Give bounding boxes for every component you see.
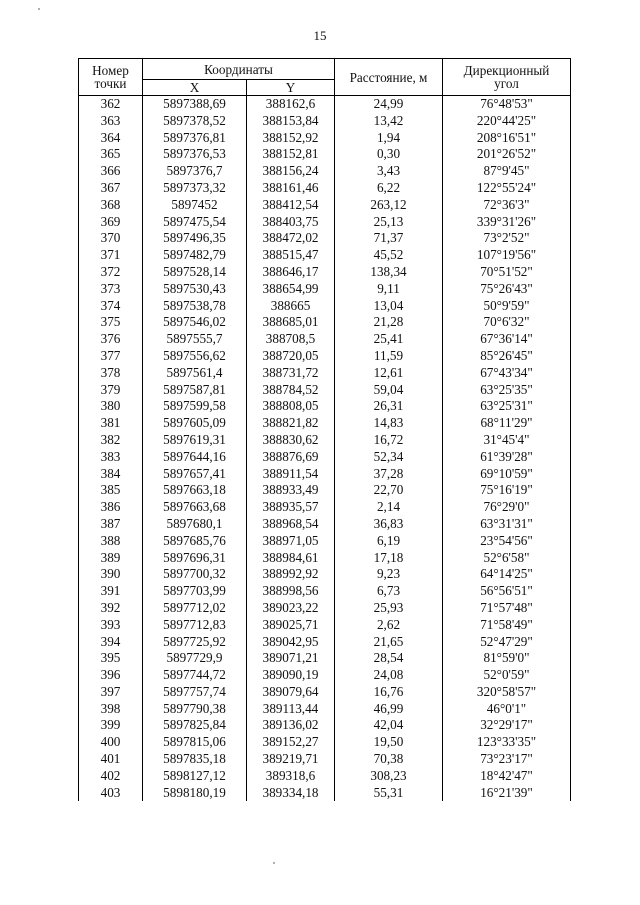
cell-direction-angle: 31°45'4" <box>443 432 571 449</box>
cell-point-number: 370 <box>79 230 143 247</box>
cell-direction-angle: 52°47'29" <box>443 634 571 651</box>
cell-y: 388971,05 <box>247 533 335 550</box>
cell-y: 388152,92 <box>247 130 335 147</box>
cell-distance: 13,42 <box>335 113 443 130</box>
cell-point-number: 401 <box>79 751 143 768</box>
header-direction-angle <box>443 59 571 96</box>
cell-direction-angle: 71°58'49" <box>443 617 571 634</box>
table-row <box>79 482 571 499</box>
cell-distance: 263,12 <box>335 197 443 214</box>
cell-point-number: 381 <box>79 415 143 432</box>
table-row <box>79 785 571 802</box>
cell-x: 5897528,14 <box>143 264 247 281</box>
cell-distance: 42,04 <box>335 717 443 734</box>
cell-y: 388665 <box>247 298 335 315</box>
cell-point-number: 392 <box>79 600 143 617</box>
cell-distance: 25,93 <box>335 600 443 617</box>
table-row <box>79 667 571 684</box>
cell-point-number: 399 <box>79 717 143 734</box>
cell-distance: 2,14 <box>335 499 443 516</box>
cell-x: 5897644,16 <box>143 449 247 466</box>
cell-x: 5897561,4 <box>143 365 247 382</box>
cell-direction-angle: 68°11'29" <box>443 415 571 432</box>
cell-y: 388708,5 <box>247 331 335 348</box>
cell-direction-angle: 123°33'35" <box>443 734 571 751</box>
cell-distance: 37,28 <box>335 466 443 483</box>
table-row <box>79 634 571 651</box>
table-row <box>79 684 571 701</box>
cell-point-number: 371 <box>79 247 143 264</box>
cell-distance: 138,34 <box>335 264 443 281</box>
cell-direction-angle: 320°58'57" <box>443 684 571 701</box>
cell-y: 388412,54 <box>247 197 335 214</box>
cell-y: 389023,22 <box>247 600 335 617</box>
cell-direction-angle: 67°43'34" <box>443 365 571 382</box>
header-x: X <box>143 80 247 96</box>
cell-x: 5897790,38 <box>143 701 247 718</box>
cell-x: 5897605,09 <box>143 415 247 432</box>
header-direction-line2: угол <box>494 76 519 91</box>
header-distance: Расстояние, м <box>335 59 443 96</box>
cell-point-number: 367 <box>79 180 143 197</box>
cell-x: 5897744,72 <box>143 667 247 684</box>
table-row <box>79 701 571 718</box>
cell-distance: 12,61 <box>335 365 443 382</box>
cell-point-number: 395 <box>79 650 143 667</box>
cell-x: 5897680,1 <box>143 516 247 533</box>
cell-direction-angle: 76°29'0" <box>443 499 571 516</box>
table-row <box>79 398 571 415</box>
header-row-top <box>79 59 571 80</box>
cell-point-number: 376 <box>79 331 143 348</box>
cell-distance: 6,22 <box>335 180 443 197</box>
cell-distance: 13,04 <box>335 298 443 315</box>
table-row <box>79 533 571 550</box>
table-row <box>79 247 571 264</box>
cell-point-number: 393 <box>79 617 143 634</box>
cell-x: 5897587,81 <box>143 382 247 399</box>
cell-x: 5897619,31 <box>143 432 247 449</box>
cell-x: 5897700,32 <box>143 566 247 583</box>
cell-y: 388992,92 <box>247 566 335 583</box>
cell-distance: 36,83 <box>335 516 443 533</box>
cell-y: 388156,24 <box>247 163 335 180</box>
cell-direction-angle: 52°6'58" <box>443 550 571 567</box>
cell-distance: 45,52 <box>335 247 443 264</box>
cell-direction-angle: 220°44'25" <box>443 113 571 130</box>
cell-x: 5897663,68 <box>143 499 247 516</box>
cell-y: 388933,49 <box>247 482 335 499</box>
cell-x: 5897757,74 <box>143 684 247 701</box>
cell-direction-angle: 208°16'51" <box>443 130 571 147</box>
cell-point-number: 396 <box>79 667 143 684</box>
cell-point-number: 377 <box>79 348 143 365</box>
table-row <box>79 751 571 768</box>
header-point-number-line1: Номер <box>92 63 129 78</box>
cell-y: 388731,72 <box>247 365 335 382</box>
cell-distance: 52,34 <box>335 449 443 466</box>
cell-x: 5897696,31 <box>143 550 247 567</box>
cell-y: 388830,62 <box>247 432 335 449</box>
cell-x: 5897376,81 <box>143 130 247 147</box>
cell-direction-angle: 107°19'56" <box>443 247 571 264</box>
cell-point-number: 362 <box>79 96 143 113</box>
cell-point-number: 374 <box>79 298 143 315</box>
cell-direction-angle: 122°55'24" <box>443 180 571 197</box>
table-row <box>79 365 571 382</box>
cell-direction-angle: 69°10'59" <box>443 466 571 483</box>
cell-point-number: 400 <box>79 734 143 751</box>
cell-x: 5898127,12 <box>143 768 247 785</box>
table-row <box>79 96 571 113</box>
cell-point-number: 394 <box>79 634 143 651</box>
cell-direction-angle: 23°54'56" <box>443 533 571 550</box>
cell-point-number: 383 <box>79 449 143 466</box>
cell-point-number: 389 <box>79 550 143 567</box>
cell-direction-angle: 16°21'39" <box>443 785 571 802</box>
cell-x: 5898180,19 <box>143 785 247 802</box>
cell-x: 5897657,41 <box>143 466 247 483</box>
cell-distance: 9,11 <box>335 281 443 298</box>
cell-distance: 24,08 <box>335 667 443 684</box>
cell-direction-angle: 75°26'43" <box>443 281 571 298</box>
cell-y: 389090,19 <box>247 667 335 684</box>
cell-direction-angle: 72°36'3" <box>443 197 571 214</box>
table-row <box>79 163 571 180</box>
cell-point-number: 398 <box>79 701 143 718</box>
cell-direction-angle: 71°57'48" <box>443 600 571 617</box>
cell-distance: 1,94 <box>335 130 443 147</box>
cell-y: 389152,27 <box>247 734 335 751</box>
cell-point-number: 385 <box>79 482 143 499</box>
cell-direction-angle: 339°31'26" <box>443 214 571 231</box>
cell-y: 388821,82 <box>247 415 335 432</box>
cell-point-number: 365 <box>79 146 143 163</box>
cell-direction-angle: 32°29'17" <box>443 717 571 734</box>
cell-distance: 55,31 <box>335 785 443 802</box>
cell-direction-angle: 46°0'1" <box>443 701 571 718</box>
cell-y: 389079,64 <box>247 684 335 701</box>
table-row <box>79 130 571 147</box>
cell-x: 5897546,02 <box>143 314 247 331</box>
cell-direction-angle: 63°31'31" <box>443 516 571 533</box>
table-row <box>79 382 571 399</box>
cell-distance: 22,70 <box>335 482 443 499</box>
cell-x: 5897482,79 <box>143 247 247 264</box>
cell-point-number: 373 <box>79 281 143 298</box>
cell-point-number: 363 <box>79 113 143 130</box>
table-row <box>79 281 571 298</box>
cell-direction-angle: 87°9'45" <box>443 163 571 180</box>
table-row <box>79 348 571 365</box>
cell-y: 388998,56 <box>247 583 335 600</box>
table-row <box>79 230 571 247</box>
header-coordinates: Координаты <box>143 59 335 80</box>
table-row <box>79 583 571 600</box>
cell-point-number: 397 <box>79 684 143 701</box>
cell-point-number: 368 <box>79 197 143 214</box>
table-row <box>79 566 571 583</box>
cell-y: 388515,47 <box>247 247 335 264</box>
table-row <box>79 550 571 567</box>
scan-speck-top <box>38 8 40 10</box>
cell-direction-angle: 52°0'59" <box>443 667 571 684</box>
table-row <box>79 449 571 466</box>
cell-point-number: 384 <box>79 466 143 483</box>
cell-y: 389318,6 <box>247 768 335 785</box>
cell-direction-angle: 50°9'59" <box>443 298 571 315</box>
table-body <box>79 96 571 802</box>
cell-y: 389025,71 <box>247 617 335 634</box>
table-row <box>79 432 571 449</box>
table-row <box>79 466 571 483</box>
table-row <box>79 768 571 785</box>
cell-x: 5897555,7 <box>143 331 247 348</box>
cell-x: 5897388,69 <box>143 96 247 113</box>
cell-direction-angle: 73°2'52" <box>443 230 571 247</box>
cell-distance: 2,62 <box>335 617 443 634</box>
cell-point-number: 380 <box>79 398 143 415</box>
cell-direction-angle: 56°56'51" <box>443 583 571 600</box>
table-row <box>79 214 571 231</box>
cell-distance: 25,13 <box>335 214 443 231</box>
table-row <box>79 734 571 751</box>
cell-distance: 26,31 <box>335 398 443 415</box>
cell-distance: 19,50 <box>335 734 443 751</box>
header-y: Y <box>247 80 335 96</box>
cell-y: 388720,05 <box>247 348 335 365</box>
cell-distance: 6,73 <box>335 583 443 600</box>
cell-y: 388911,54 <box>247 466 335 483</box>
cell-distance: 16,76 <box>335 684 443 701</box>
table-row <box>79 415 571 432</box>
cell-point-number: 390 <box>79 566 143 583</box>
table-row <box>79 298 571 315</box>
table-row <box>79 650 571 667</box>
cell-x: 5897378,52 <box>143 113 247 130</box>
cell-distance: 70,38 <box>335 751 443 768</box>
table-row <box>79 180 571 197</box>
cell-y: 389334,18 <box>247 785 335 802</box>
cell-x: 5897815,06 <box>143 734 247 751</box>
cell-x: 5897725,92 <box>143 634 247 651</box>
cell-y: 388784,52 <box>247 382 335 399</box>
cell-y: 388646,17 <box>247 264 335 281</box>
page-number: 15 <box>313 28 327 43</box>
cell-direction-angle: 70°51'52" <box>443 264 571 281</box>
cell-point-number: 387 <box>79 516 143 533</box>
cell-direction-angle: 201°26'52" <box>443 146 571 163</box>
cell-y: 388876,69 <box>247 449 335 466</box>
table-header <box>79 59 571 96</box>
table-row <box>79 146 571 163</box>
cell-y: 389071,21 <box>247 650 335 667</box>
cell-distance: 17,18 <box>335 550 443 567</box>
cell-distance: 24,99 <box>335 96 443 113</box>
cell-direction-angle: 85°26'45" <box>443 348 571 365</box>
cell-point-number: 402 <box>79 768 143 785</box>
table-row <box>79 617 571 634</box>
table-row <box>79 499 571 516</box>
cell-direction-angle: 73°23'17" <box>443 751 571 768</box>
cell-point-number: 364 <box>79 130 143 147</box>
cell-y: 388162,6 <box>247 96 335 113</box>
cell-direction-angle: 63°25'35" <box>443 382 571 399</box>
cell-direction-angle: 64°14'25" <box>443 566 571 583</box>
cell-direction-angle: 70°6'32" <box>443 314 571 331</box>
header-direction-line1: Дирекционный <box>463 63 550 78</box>
cell-point-number: 378 <box>79 365 143 382</box>
cell-x: 5897376,53 <box>143 146 247 163</box>
cell-y: 388808,05 <box>247 398 335 415</box>
cell-point-number: 403 <box>79 785 143 802</box>
cell-y: 388153,84 <box>247 113 335 130</box>
table-row <box>79 600 571 617</box>
cell-direction-angle: 76°48'53" <box>443 96 571 113</box>
cell-distance: 46,99 <box>335 701 443 718</box>
cell-distance: 0,30 <box>335 146 443 163</box>
cell-y: 388968,54 <box>247 516 335 533</box>
cell-x: 5897835,18 <box>143 751 247 768</box>
cell-x: 5897703,99 <box>143 583 247 600</box>
cell-direction-angle: 18°42'47" <box>443 768 571 785</box>
cell-point-number: 382 <box>79 432 143 449</box>
cell-point-number: 388 <box>79 533 143 550</box>
header-point-number <box>79 59 143 96</box>
cell-y: 388984,61 <box>247 550 335 567</box>
table-row <box>79 516 571 533</box>
cell-distance: 308,23 <box>335 768 443 785</box>
cell-x: 5897712,02 <box>143 600 247 617</box>
cell-distance: 3,43 <box>335 163 443 180</box>
cell-y: 388685,01 <box>247 314 335 331</box>
cell-distance: 21,28 <box>335 314 443 331</box>
cell-distance: 71,37 <box>335 230 443 247</box>
cell-y: 388935,57 <box>247 499 335 516</box>
cell-y: 389042,95 <box>247 634 335 651</box>
cell-y: 389136,02 <box>247 717 335 734</box>
cell-point-number: 372 <box>79 264 143 281</box>
cell-distance: 6,19 <box>335 533 443 550</box>
cell-x: 5897452 <box>143 197 247 214</box>
cell-y: 388152,81 <box>247 146 335 163</box>
cell-x: 5897712,83 <box>143 617 247 634</box>
cell-x: 5897376,7 <box>143 163 247 180</box>
table-row <box>79 113 571 130</box>
coordinates-table <box>78 58 571 801</box>
cell-point-number: 366 <box>79 163 143 180</box>
cell-x: 5897538,78 <box>143 298 247 315</box>
cell-direction-angle: 63°25'31" <box>443 398 571 415</box>
cell-distance: 16,72 <box>335 432 443 449</box>
cell-point-number: 375 <box>79 314 143 331</box>
cell-distance: 21,65 <box>335 634 443 651</box>
cell-point-number: 386 <box>79 499 143 516</box>
cell-distance: 28,54 <box>335 650 443 667</box>
cell-y: 388161,46 <box>247 180 335 197</box>
cell-point-number: 379 <box>79 382 143 399</box>
cell-x: 5897475,54 <box>143 214 247 231</box>
scan-speck-bottom <box>273 862 275 864</box>
cell-y: 389113,44 <box>247 701 335 718</box>
cell-direction-angle: 61°39'28" <box>443 449 571 466</box>
cell-point-number: 369 <box>79 214 143 231</box>
cell-x: 5897556,62 <box>143 348 247 365</box>
cell-y: 389219,71 <box>247 751 335 768</box>
cell-x: 5897685,76 <box>143 533 247 550</box>
cell-distance: 59,04 <box>335 382 443 399</box>
cell-y: 388472,02 <box>247 230 335 247</box>
table-row <box>79 717 571 734</box>
cell-distance: 14,83 <box>335 415 443 432</box>
cell-distance: 9,23 <box>335 566 443 583</box>
cell-direction-angle: 81°59'0" <box>443 650 571 667</box>
cell-x: 5897496,35 <box>143 230 247 247</box>
cell-x: 5897729,9 <box>143 650 247 667</box>
cell-distance: 25,41 <box>335 331 443 348</box>
header-point-number-line2: точки <box>94 76 127 91</box>
table-row <box>79 331 571 348</box>
table-row <box>79 264 571 281</box>
cell-y: 388403,75 <box>247 214 335 231</box>
cell-x: 5897599,58 <box>143 398 247 415</box>
table-row <box>79 197 571 214</box>
cell-direction-angle: 75°16'19" <box>443 482 571 499</box>
cell-x: 5897825,84 <box>143 717 247 734</box>
table-row <box>79 314 571 331</box>
cell-x: 5897663,18 <box>143 482 247 499</box>
cell-y: 388654,99 <box>247 281 335 298</box>
cell-x: 5897530,43 <box>143 281 247 298</box>
cell-distance: 11,59 <box>335 348 443 365</box>
cell-x: 5897373,32 <box>143 180 247 197</box>
cell-point-number: 391 <box>79 583 143 600</box>
cell-direction-angle: 67°36'14" <box>443 331 571 348</box>
